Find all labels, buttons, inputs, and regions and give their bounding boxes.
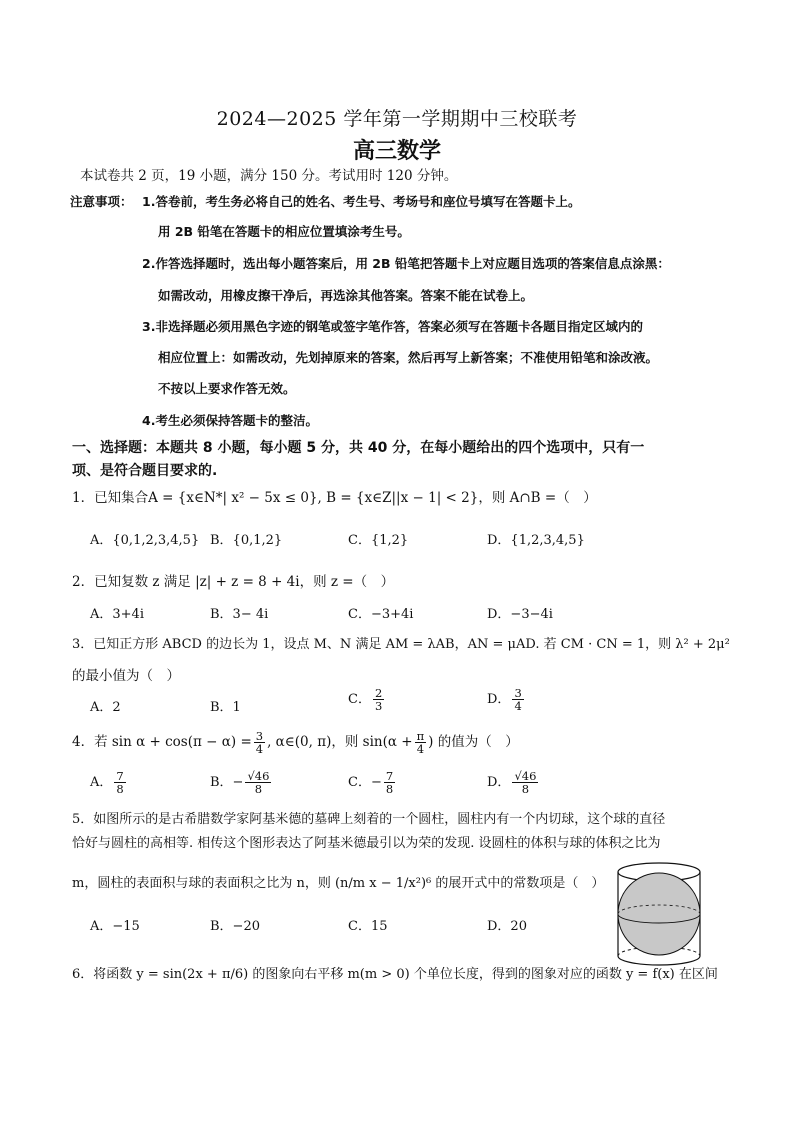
q3-option-b: B．1 (210, 700, 241, 715)
section-heading-line2: 项、是符合题目要求的. (72, 463, 218, 479)
q3-option-a: A．2 (90, 700, 121, 715)
q4-fraction-pi-4: $\frac{\pi}{4}$ (416, 729, 425, 757)
question-5-line2: 恰好与圆柱的高相等. 相传这个图形表达了阿基米德最引以为荣的发现. 设圆柱的体积与球的体积之比为 (72, 836, 661, 851)
q3-option-d-fraction: $\frac{3}{4}$ (514, 686, 522, 714)
question-5-line1: 5．如图所示的是古希腊数学家阿基米德的墓碑上刻着的一个圆柱，圆柱内有一个内切球，这个球的直径 (72, 812, 666, 827)
question-2-stem: 2．已知复数 z 满足 |z| + z = 8 + 4i，则 z =（ ） (72, 574, 395, 590)
notice-item-2: 2.作答选择题时，选出每小题答案后，用 2B 铅笔把答题卡上对应题目选项的答案信息点涂黑： (142, 256, 670, 271)
q1-set-b: , B = {x∈Z||x − 1| < 2} (317, 490, 479, 506)
q2-option-a: A．3+4i (90, 607, 144, 622)
notice-item-1b: 用 2B 铅笔在答题卡的相应位置填涂考生号。 (158, 224, 410, 239)
q5-expression: (n/m x − 1/x²)⁶ (334, 876, 432, 891)
notice-item-3: 3.非选择题必须用黑色字迹的钢笔或签字笔作答，答案必须写在答题卡各题目指定区域内的 (142, 319, 643, 334)
q3-option-d: D． $\frac{3}{4}$ (487, 686, 522, 714)
q2-option-b: B．3− 4i (210, 607, 269, 622)
question-3-stem: 3．已知正方形 ABCD 的边长为 1，设点 M、N 满足 AM = λAB，AN = μAD. 若 CM · CN = 1，则 λ² + 2μ² (72, 637, 730, 652)
q1-lead: 1．已知集合 (72, 490, 149, 506)
q1-tail: ，则 A∩B =（ ） (478, 490, 597, 506)
question-4-stem: 4．若 sin α + cos(π − α) = $\frac{3}{4}$ , α∈(0, π)，则 sin(α + $\frac{\pi}{4}$ ) 的值为（ ） (72, 729, 519, 757)
q1-option-d: D．{1,2,3,4,5} (487, 533, 585, 548)
q5-option-a: A．−15 (90, 919, 140, 934)
q5-option-b: B．−20 (210, 919, 260, 934)
notice-item-2b: 如需改动，用橡皮擦干净后，再选涂其他答案。答案不能在试卷上。 (158, 288, 534, 303)
q3-option-c-fraction: $\frac{2}{3}$ (374, 686, 383, 714)
q5-option-d: D．20 (487, 919, 527, 934)
q1-option-b: B．{0,1,2} (210, 533, 283, 548)
question-6-stem: 6．将函数 y = sin(2x + π/6) 的图象向右平移 m(m > 0) 个单位长度，得到的图象对应的函数 y = f(x) 在区间 (72, 967, 718, 982)
q4-fraction-3-4: $\frac{3}{4}$ (255, 729, 264, 757)
exam-subject: 高三数学 (352, 139, 441, 164)
q3-option-c: C． $\frac{2}{3}$ (348, 686, 383, 714)
notice-item-3c: 不按以上要求作答无效。 (158, 381, 296, 396)
q5-option-c: C．15 (348, 919, 388, 934)
notice-item-4: 4.考生必须保持答题卡的整洁。 (142, 413, 318, 428)
notice-label: 注意事项： (70, 194, 133, 209)
q1-set-a: A = {x∈N*| x² − 5x ≤ 0} (148, 490, 318, 506)
notice-item-1: 1.答卷前，考生务必将自己的姓名、考生号、考场号和座位号填写在答题卡上。 (142, 194, 581, 209)
q1-option-c: C．{1,2} (348, 533, 409, 548)
q2-option-d: D．−3−4i (487, 607, 553, 622)
cylinder-sphere-figure (614, 860, 704, 968)
notice-item-3b: 相应位置上：如需改动，先划掉原来的答案，然后再写上新答案；不准使用铅笔和涂改液。 (158, 350, 659, 365)
q4-option-d: D． $\frac{√46}{8}$ (487, 769, 537, 797)
exam-intro: 本试卷共 2 页，19 小题，满分 150 分。考试用时 120 分钟。 (80, 168, 458, 184)
question-5-line3: m，圆柱的表面积与球的表面积之比为 n，则 (n/m x − 1/x²)⁶ 的展开式中的常数项是（ ） (72, 876, 605, 891)
q1-option-a: A．{0,1,2,3,4,5} (90, 533, 200, 548)
q2-option-c: C．−3+4i (348, 607, 414, 622)
question-3-stem-cont: 的最小值为（ ） (72, 668, 180, 684)
q4-option-b: B．− $\frac{√46}{8}$ (210, 769, 270, 797)
q4-option-c: C．− $\frac{7}{8}$ (348, 769, 394, 797)
question-1-stem (72, 486, 597, 506)
q4-option-a: A． $\frac{7}{8}$ (90, 769, 124, 797)
exam-title: 2024—2025 学年第一学期期中三校联考 (216, 108, 578, 130)
section-heading-line1: 一、选择题：本题共 8 小题，每小题 5 分，共 40 分，在每小题给出的四个选项中，只有一 (72, 440, 645, 456)
